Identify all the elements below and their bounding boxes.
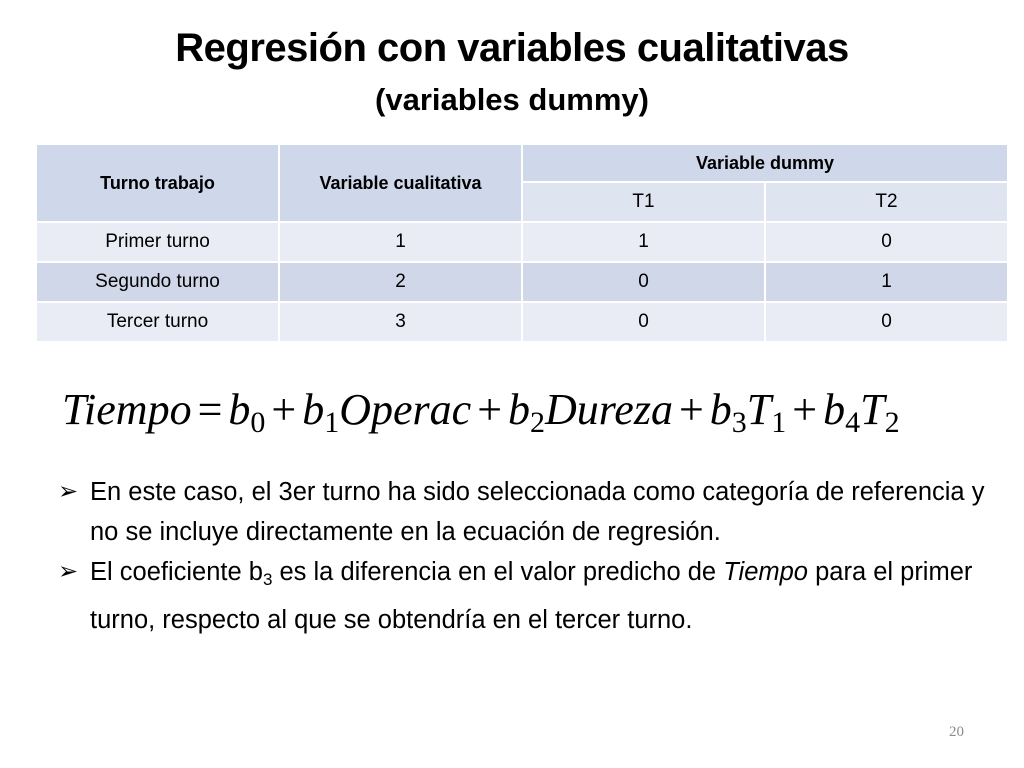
eq-plus: + — [792, 385, 818, 434]
bullet-text-em: Tiempo — [723, 558, 808, 586]
arrow-bullet-icon: ➢ — [58, 558, 79, 585]
cell-t2: 0 — [765, 222, 1008, 262]
cell-turno: Tercer turno — [36, 302, 279, 342]
eq-b4: b — [823, 385, 846, 434]
eq-b1-sub: 1 — [324, 406, 340, 439]
bullet-item — [58, 472, 988, 552]
header-variable-cualitativa: Variable cualitativa — [279, 144, 522, 222]
cell-t1: 0 — [522, 262, 765, 302]
arrow-bullet-icon: ➢ — [58, 478, 79, 505]
cell-turno: Segundo turno — [36, 262, 279, 302]
eq-t1-sub: 1 — [771, 406, 787, 439]
eq-b1: b — [302, 385, 325, 434]
eq-b0: b — [228, 385, 251, 434]
eq-b4-sub: 4 — [845, 406, 861, 439]
cell-turno: Primer turno — [36, 222, 279, 262]
bullet-text-sub: 3 — [262, 570, 273, 589]
cell-cualitativa: 1 — [279, 222, 522, 262]
cell-cualitativa: 2 — [279, 262, 522, 302]
cell-t2: 1 — [765, 262, 1008, 302]
table-row — [36, 302, 1008, 342]
eq-b0-sub: 0 — [250, 406, 266, 439]
eq-b2: b — [508, 385, 531, 434]
eq-b3-sub: 3 — [731, 406, 747, 439]
page-number: 20 — [949, 724, 964, 740]
eq-plus: + — [477, 385, 503, 434]
table-row — [36, 222, 1008, 262]
cell-cualitativa: 3 — [279, 302, 522, 342]
bullet-text-pre: El coeficiente b — [90, 558, 263, 586]
eq-equals: = — [197, 385, 223, 434]
eq-t2-sub: 2 — [884, 406, 900, 439]
eq-b3: b — [709, 385, 732, 434]
header-variable-dummy: Variable dummy — [522, 144, 1008, 182]
bullet-item — [58, 552, 988, 640]
table-row — [36, 262, 1008, 302]
cell-t1: 0 — [522, 302, 765, 342]
eq-operac: Operac — [339, 385, 472, 434]
eq-dureza: Dureza — [545, 385, 673, 434]
eq-b2-sub: 2 — [530, 406, 546, 439]
header-t2: T2 — [765, 182, 1008, 222]
eq-plus: + — [271, 385, 297, 434]
regression-equation — [62, 380, 962, 453]
eq-t1: T — [746, 385, 772, 434]
cell-t2: 0 — [765, 302, 1008, 342]
eq-t2: T — [860, 385, 885, 434]
eq-lhs: Tiempo — [62, 385, 192, 434]
bullet-text-post: para el primer turno, respecto al que se obtendría en el tercer turno. — [90, 558, 973, 634]
slide-title: Regresión con variables cualitativas — [175, 26, 849, 70]
header-t1: T1 — [522, 182, 765, 222]
bullet-text: En este caso, el 3er turno ha sido seleccionada como categoría de referencia y no se incluye directamente en la ecuación de regresión. — [90, 478, 985, 546]
slide-subtitle: (variables dummy) — [375, 82, 649, 117]
bullet-list — [58, 472, 988, 640]
bullet-text-mid: es la diferencia en el valor predicho de — [272, 558, 724, 586]
header-turno-trabajo: Turno trabajo — [36, 144, 279, 222]
eq-plus: + — [678, 385, 704, 434]
dummy-table — [35, 143, 1009, 343]
cell-t1: 1 — [522, 222, 765, 262]
